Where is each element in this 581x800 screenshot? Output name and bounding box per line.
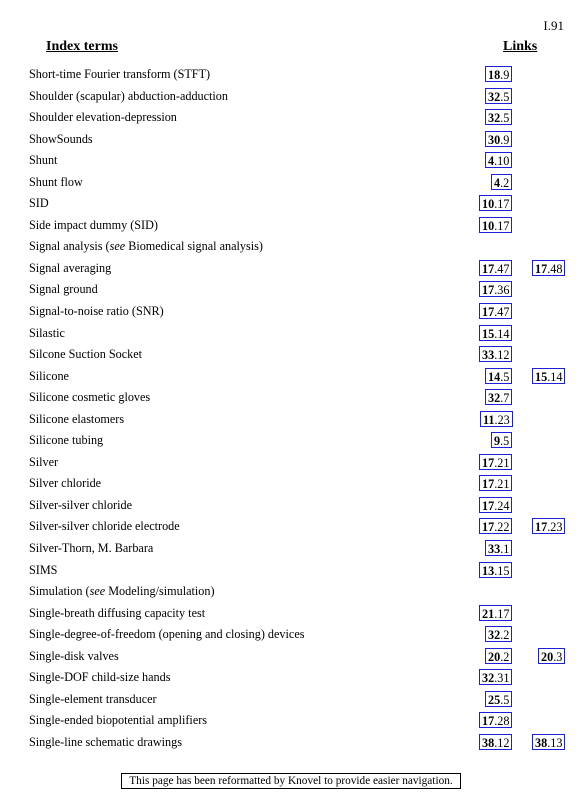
page-link[interactable]: 17.36: [479, 281, 512, 297]
index-entry: [0, 366, 581, 388]
index-entry: [0, 86, 581, 108]
index-term: Shunt flow: [29, 174, 83, 189]
page-link[interactable]: 32.5: [485, 88, 512, 104]
index-entry: [0, 689, 581, 711]
index-term: SID: [29, 196, 49, 211]
index-term: Side impact dummy (SID): [29, 217, 158, 232]
page-link[interactable]: 32.5: [485, 109, 512, 125]
index-entry: [0, 732, 581, 754]
index-entry: [0, 473, 581, 495]
index-entry: [0, 236, 581, 258]
index-term: ShowSounds: [29, 131, 93, 146]
knovel-footer-notice: This page has been reformatted by Knovel to provide easier navigation.: [121, 773, 461, 789]
index-term: Single-DOF child-size hands: [29, 670, 171, 685]
index-entry: [0, 603, 581, 625]
index-term: Signal analysis (see Biomedical signal analysis): [29, 239, 263, 254]
index-term: Silicone: [29, 368, 69, 383]
page-link[interactable]: 17.21: [479, 475, 512, 491]
page-link[interactable]: 17.28: [479, 712, 512, 728]
page-link[interactable]: 38.12: [479, 734, 512, 750]
index-entry: [0, 107, 581, 129]
index-entry: [0, 172, 581, 194]
page-link[interactable]: 17.23: [532, 518, 565, 534]
index-term: Short-time Fourier transform (STFT): [29, 67, 211, 81]
index-entry: [0, 279, 581, 301]
page-link[interactable]: 33.12: [479, 346, 512, 362]
index-term: Simulation (see Modeling/simulation): [29, 584, 215, 599]
index-list: [0, 64, 581, 754]
page-link[interactable]: 20.2: [485, 648, 512, 664]
page-link[interactable]: 9.5: [491, 432, 512, 448]
index-entry: [0, 323, 581, 345]
page-link[interactable]: 18.9: [485, 66, 512, 82]
index-term: Shoulder elevation-depression: [29, 110, 177, 125]
index-term: Silicone elastomers: [29, 411, 125, 426]
page-link[interactable]: 4.10: [485, 152, 512, 168]
index-entry: [0, 538, 581, 560]
index-term: Silicone cosmetic gloves: [29, 390, 151, 405]
page-link[interactable]: 17.47: [479, 303, 512, 319]
index-terms-header: Index terms: [46, 39, 118, 54]
page-link[interactable]: 21.17: [479, 605, 512, 621]
index-entry: [0, 667, 581, 689]
index-entry: [0, 624, 581, 646]
index-entry: [0, 495, 581, 517]
index-term: SIMS: [29, 562, 58, 577]
index-term: Single-ended biopotential amplifiers: [29, 713, 208, 728]
index-term: Silver-Thorn, M. Barbara: [29, 541, 154, 556]
index-term: Single-degree-of-freedom (opening and closing) devices: [29, 627, 305, 642]
index-term: Silver-silver chloride electrode: [29, 519, 180, 534]
index-term: Signal-to-noise ratio (SNR): [29, 304, 164, 319]
page-link[interactable]: 13.15: [479, 562, 512, 578]
page-link[interactable]: 25.5: [485, 691, 512, 707]
page-link[interactable]: 17.47: [479, 260, 512, 276]
index-term: Silver chloride: [29, 476, 102, 491]
index-term: Single-disk valves: [29, 648, 119, 663]
page-link[interactable]: 17.24: [479, 497, 512, 513]
index-term: Signal ground: [29, 282, 98, 297]
index-entry: [0, 344, 581, 366]
page-link[interactable]: 32.2: [485, 626, 512, 642]
page-link[interactable]: 4.2: [491, 174, 512, 190]
index-entry: [0, 301, 581, 323]
page-link[interactable]: 15.14: [532, 368, 565, 384]
index-term: Silver-silver chloride: [29, 497, 132, 512]
index-term: Single-line schematic drawings: [29, 734, 182, 749]
index-entry: [0, 387, 581, 409]
page-link[interactable]: 38.13: [532, 734, 565, 750]
index-term: Shunt: [29, 153, 58, 168]
page-link[interactable]: 11.23: [480, 411, 513, 427]
index-entry: [0, 516, 581, 538]
page-link[interactable]: 15.14: [479, 325, 512, 341]
index-entry: [0, 430, 581, 452]
index-term: Silicone tubing: [29, 433, 104, 448]
index-term: Shoulder (scapular) abduction-adduction: [29, 88, 228, 103]
index-entry: [0, 581, 581, 603]
index-term: Silver: [29, 454, 59, 469]
page-link[interactable]: 30.9: [485, 131, 512, 147]
index-term: Silcone Suction Socket: [29, 347, 143, 362]
page-link[interactable]: 33.1: [485, 540, 512, 556]
index-entry: [0, 560, 581, 582]
index-entry: [0, 646, 581, 668]
page-link[interactable]: 17.22: [479, 518, 512, 534]
page-number: I.91: [543, 18, 564, 33]
index-term: Single-element transducer: [29, 691, 157, 706]
page-link[interactable]: 17.21: [479, 454, 512, 470]
index-entry: [0, 710, 581, 732]
index-entry: [0, 452, 581, 474]
index-entry: [0, 409, 581, 431]
page-link[interactable]: 20.3: [538, 648, 565, 664]
index-term: Single-breath diffusing capacity test: [29, 605, 206, 620]
index-entry: [0, 215, 581, 237]
index-entry: [0, 150, 581, 172]
page-link[interactable]: 17.48: [532, 260, 565, 276]
index-entry: [0, 64, 581, 86]
index-term: Silastic: [29, 325, 65, 340]
page-link[interactable]: 14.5: [485, 368, 512, 384]
page-link[interactable]: 10.17: [479, 195, 512, 211]
page-link[interactable]: 32.31: [479, 669, 512, 685]
index-term: Signal averaging: [29, 260, 112, 275]
index-entry: [0, 193, 581, 215]
links-header: Links: [503, 39, 538, 54]
index-entry: [0, 129, 581, 151]
page-link[interactable]: 32.7: [485, 389, 512, 405]
page-link[interactable]: 10.17: [479, 217, 512, 233]
index-entry: [0, 258, 581, 280]
